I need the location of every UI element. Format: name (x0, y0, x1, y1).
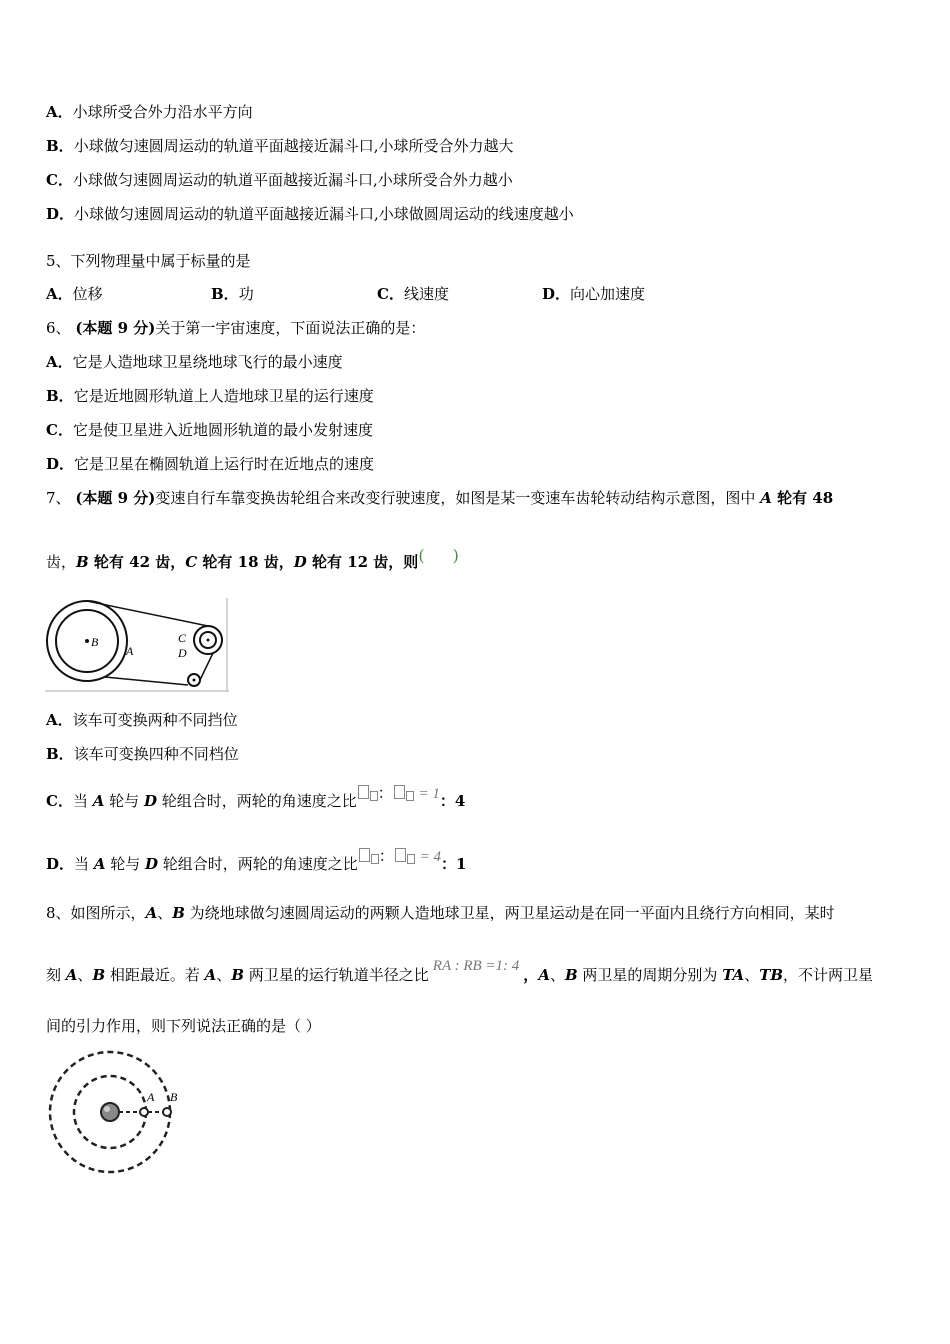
orbit-diagram (46, 1050, 186, 1178)
q6-option-d: D．它是卫星在椭圆轨道上运行时在近地点的速度 (46, 455, 375, 473)
q5-stem: 5、下列物理量中属于标量的是 (46, 252, 251, 270)
chain-bottom (105, 677, 188, 685)
label-sat-a: A (147, 1090, 155, 1104)
q4-option-b: B．小球做匀速圆周运动的轨道平面越接近漏斗口,小球所受合外力越大 (46, 137, 514, 155)
label-sat-b: B (170, 1090, 178, 1104)
ratio-formula-d: = 4 (419, 849, 441, 865)
q7-stem-line1: 7、 (本题 9 分)变速自行车靠变换齿轮组合来改变行驶速度，如图是某一变速车齿轮转动结构示意图，图中 A 轮有 48 (46, 489, 834, 507)
q8-stem-line3: 间的引力作用，则下列说法正确的是（ ） (46, 1017, 321, 1035)
chain-top (87, 601, 208, 626)
q6-stem: 6、 (本题 9 分)关于第一宇宙速度，下面说法正确的是： (46, 319, 426, 337)
answer-paren-open: ( (418, 546, 425, 565)
q6-option-c: C．它是使卫星进入近地圆形轨道的最小发射速度 (46, 421, 373, 439)
satellite-a (140, 1108, 148, 1116)
earth (101, 1103, 119, 1121)
q7-option-c: C．当 A 轮与 D 轮组合时，两轮的角速度之比 ： = 1：4 (46, 784, 466, 810)
q5-option-c: C．线速度 (377, 285, 449, 303)
period-tb: TB (759, 966, 784, 984)
q6-option-a: A．它是人造地球卫星绕地球飞行的最小速度 (46, 353, 343, 371)
q8-stem-line2: 刻 A、B 相距最近。若 A、B 两卫星的运行轨道半径之比 RA : RB =1: 4 ，A、B 两卫星的周期分别为 TA、TB，不计两卫星 (46, 958, 874, 984)
label-d: D (178, 646, 187, 660)
answer-paren-close: ) (452, 546, 459, 565)
q4-option-d: D．小球做匀速圆周运动的轨道平面越接近漏斗口,小球做圆周运动的线速度越小 (46, 205, 574, 223)
label-b: B (91, 635, 99, 649)
q5-option-b: B．功 (211, 285, 254, 303)
q7-option-d: D．当 A 轮与 D 轮组合时，两轮的角速度之比 ： = 4：1 (46, 847, 467, 873)
q5-option-d: D．向心加速度 (542, 285, 646, 303)
q5-option-a: A．位移 (46, 285, 103, 303)
q7-option-a: A．该车可变换两种不同挡位 (46, 711, 238, 729)
satellite-b (163, 1108, 171, 1116)
radius-ratio-formula: RA : RB =1: 4 (432, 958, 520, 974)
q4-option-a: A．小球所受合外力沿水平方向 (46, 103, 253, 121)
ratio-formula-c: = 1 (418, 786, 440, 802)
q4-option-c: C．小球做匀速圆周运动的轨道平面越接近漏斗口,小球所受合外力越小 (46, 171, 513, 189)
q8-stem-line1: 8、如图所示，A、B 为绕地球做匀速圆周运动的两颗人造地球卫星，两卫星运动是在同一平面内且绕行方向相同，某时 (46, 904, 835, 922)
q6-option-b: B．它是近地圆形轨道上人造地球卫星的运行速度 (46, 387, 374, 405)
label-c: C (178, 631, 187, 645)
label-a: A (126, 644, 134, 658)
period-ta: TA (722, 966, 745, 984)
q7-stem-line2: 齿，B 轮有 42 齿，C 轮有 18 齿，D 轮有 12 齿，则( ) (46, 546, 459, 571)
q7-option-b: B．该车可变换四种不同档位 (46, 745, 239, 763)
gear-diagram (45, 598, 229, 692)
